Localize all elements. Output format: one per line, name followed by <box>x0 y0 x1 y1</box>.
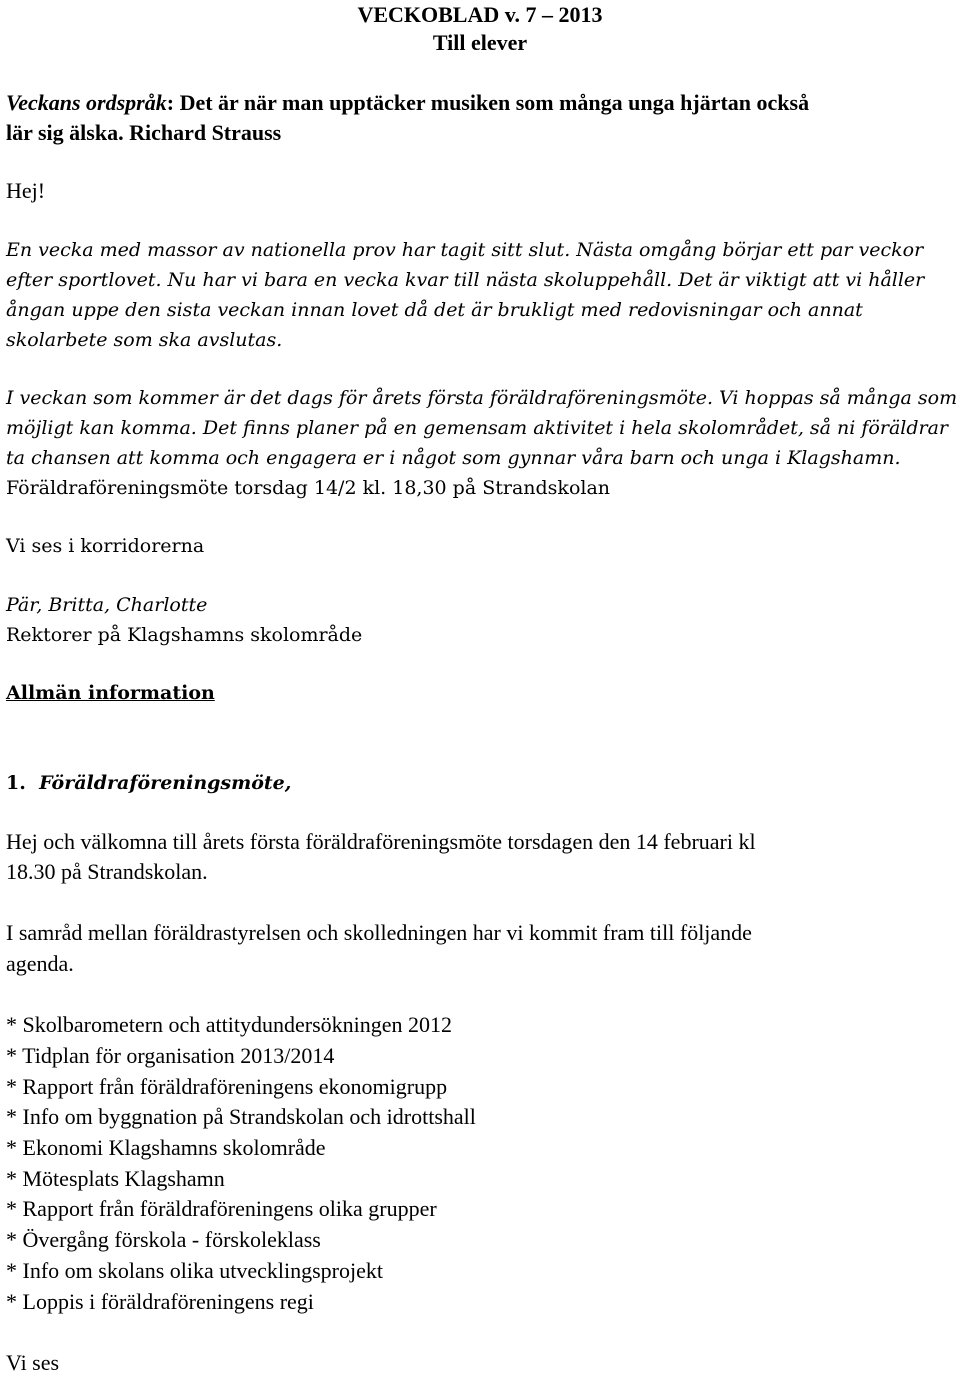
intro-line: En vecka med massor av nationella prov har tagit sitt slut. Nästa omgång börjar ett par veckor <box>6 239 924 261</box>
greeting: Hej! <box>6 178 46 203</box>
proverb-line-2: lär sig älska. Richard Strauss <box>6 120 282 145</box>
agenda-item: * Rapport från föräldraföreningens olika grupper <box>6 1196 437 1221</box>
welcome-line: 18.30 på Strandskolan. <box>6 859 208 884</box>
section-heading: Allmän information <box>6 682 215 704</box>
agenda-item: * Info om byggnation på Strandskolan och idrottshall <box>6 1104 476 1129</box>
meeting-note-line: Föräldraföreningsmöte torsdag 14/2 kl. 18,30 på Strandskolan <box>6 477 611 499</box>
intro-line: ångan uppe den sista veckan innan lovet då det är brukligt med redovisningar och annat <box>6 299 863 321</box>
proverb-line-1 <box>6 88 954 118</box>
meeting-note-line: möjligt kan komma. Det finns planer på en gemensam aktivitet i hela skolområdet, så ni föräldrar <box>6 417 949 439</box>
agenda-item: * Övergång förskola - förskoleklass <box>6 1227 321 1252</box>
item-number: 1. <box>6 772 26 794</box>
document-subtitle: Till elever <box>432 30 528 55</box>
agenda-item: * Rapport från föräldraföreningens ekonomigrupp <box>6 1074 448 1099</box>
agenda-item: * Info om skolans olika utvecklingsprojekt <box>6 1258 383 1283</box>
agenda-item: * Ekonomi Klagshamns skolområde <box>6 1135 326 1160</box>
agenda-item: * Mötesplats Klagshamn <box>6 1166 225 1191</box>
agenda-item: * Skolbarometern och attitydundersökningen 2012 <box>6 1012 453 1037</box>
farewell: Vi ses i korridorerna <box>6 535 205 557</box>
proverb-label: Veckans ordspråk <box>6 90 167 115</box>
consult-line: agenda. <box>6 951 74 976</box>
intro-line: skolarbete som ska avslutas. <box>6 329 283 351</box>
consult-line: I samråd mellan föräldrastyrelsen och skolledningen har vi kommit fram till följande <box>6 920 752 945</box>
signature-role: Rektorer på Klagshamns skolområde <box>6 624 363 646</box>
agenda-item: * Tidplan för organisation 2013/2014 <box>6 1043 335 1068</box>
document-title: VECKOBLAD v. 7 – 2013 <box>357 2 603 27</box>
closing: Vi ses <box>6 1350 60 1375</box>
meeting-note-line: I veckan som kommer är det dags för årets första föräldraföreningsmöte. Vi hoppas så många som <box>6 387 958 409</box>
item-heading <box>6 768 954 798</box>
signature-names: Pär, Britta, Charlotte <box>6 594 208 616</box>
welcome-line: Hej och välkomna till årets första föräldraföreningsmöte torsdagen den 14 februari kl <box>6 829 756 854</box>
item-title: Föräldraföreningsmöte, <box>39 772 292 794</box>
proverb-text: : Det är när man upptäcker musiken som många unga hjärtan också <box>166 90 810 115</box>
intro-line: efter sportlovet. Nu har vi bara en vecka kvar till nästa skoluppehåll. Det är viktigt att vi håller <box>6 269 925 291</box>
agenda-item: * Loppis i föräldraföreningens regi <box>6 1289 314 1314</box>
meeting-note-line: ta chansen att komma och engagera er i något som gynnar våra barn och unga i Klagshamn. <box>6 447 901 469</box>
